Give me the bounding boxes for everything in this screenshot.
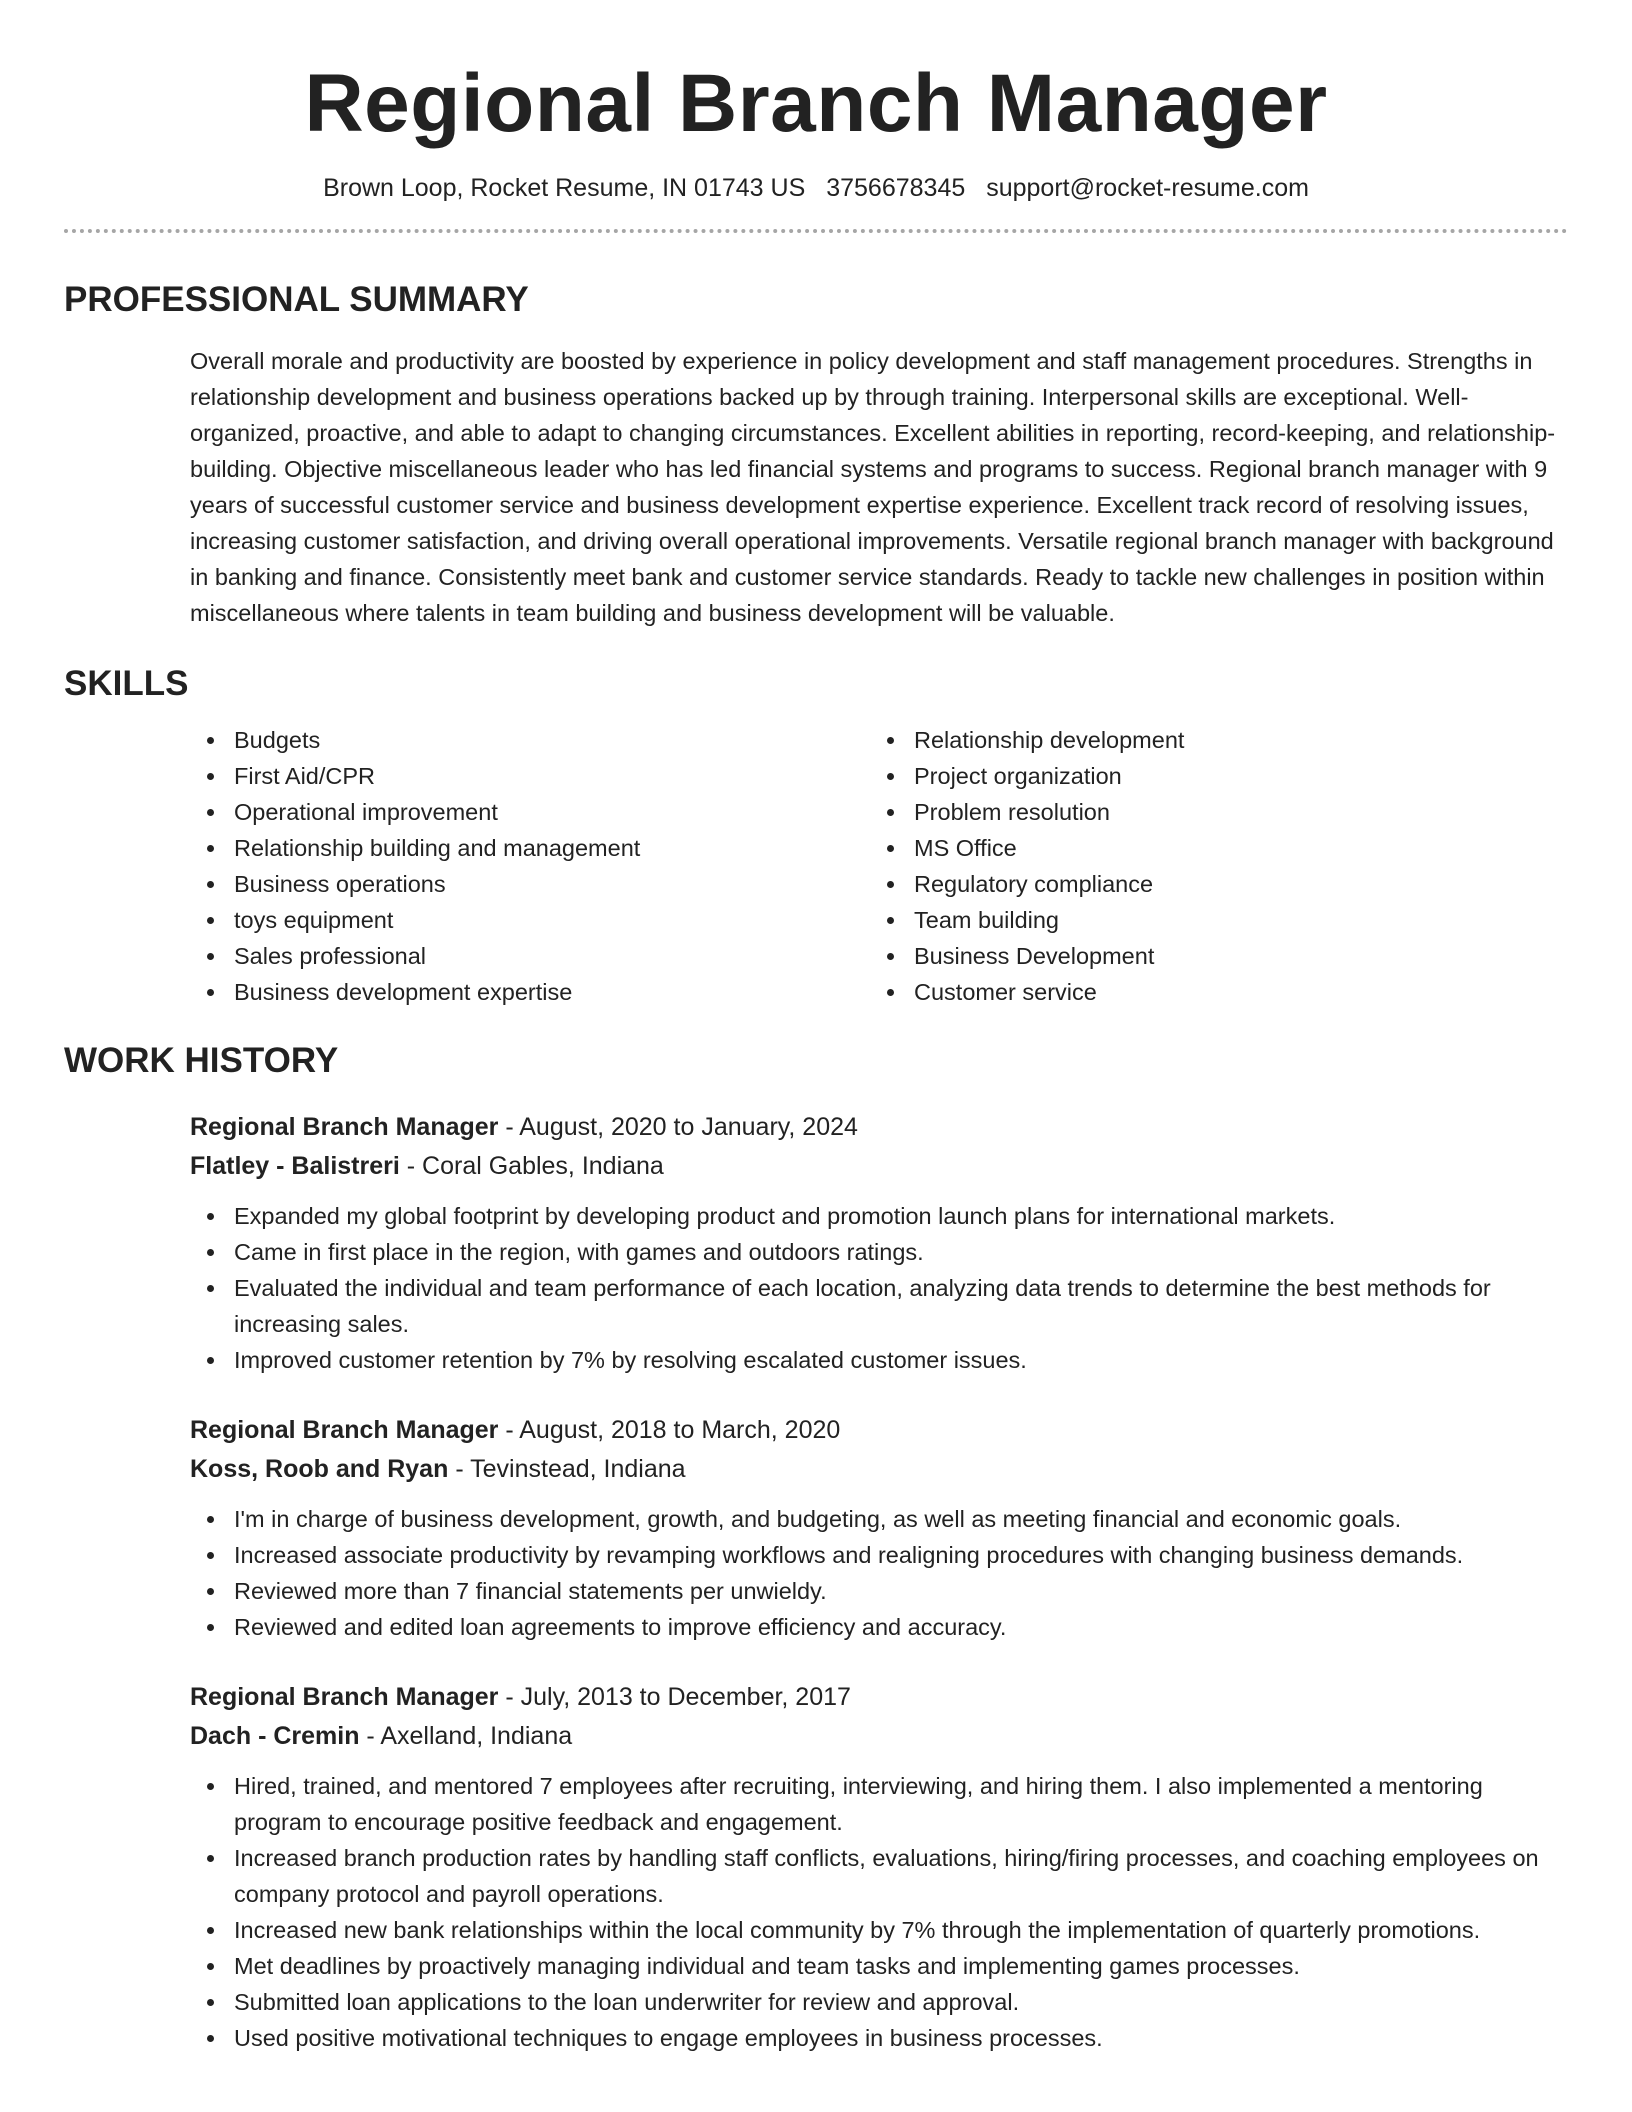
job-role: Regional Branch Manager [190, 1113, 499, 1141]
skill-item: First Aid/CPR [190, 758, 870, 794]
skill-item: Relationship building and management [190, 830, 870, 866]
job-bullet: Reviewed and edited loan agreements to improve efficiency and accuracy. [190, 1609, 1568, 1645]
skills-column-right [870, 722, 1550, 1010]
job-bullet: Increased branch production rates by handling staff conflicts, evaluations, hiring/firing processes, and coaching employees on company protocol and payroll operations. [190, 1840, 1568, 1912]
job-title-line [190, 1108, 1568, 1147]
job-location: - Axelland, Indiana [359, 1722, 573, 1750]
job-location: - Tevinstead, Indiana [448, 1455, 686, 1483]
job-bullet: Reviewed more than 7 financial statements per unwieldy. [190, 1573, 1568, 1609]
job-title-line [190, 1678, 1568, 1717]
header-divider [64, 229, 1568, 233]
job-entry [190, 1411, 1568, 1645]
job-company: Koss, Roob and Ryan [190, 1455, 449, 1483]
job-bullet: Hired, trained, and mentored 7 employees after recruiting, interviewing, and hiring them. I also implemented a mentoring program to encourage positive feedback and engagement. [190, 1768, 1568, 1840]
skill-item: Business development expertise [190, 974, 870, 1010]
skill-item: Relationship development [870, 722, 1550, 758]
job-bullet: Increased new bank relationships within the local community by 7% through the implementation of quarterly promotions. [190, 1912, 1568, 1948]
skill-item: Budgets [190, 722, 870, 758]
job-location: - Coral Gables, Indiana [399, 1152, 664, 1180]
job-dates: - July, 2013 to December, 2017 [498, 1683, 851, 1711]
job-company: Dach - Cremin [190, 1722, 360, 1750]
contact-address: Brown Loop, Rocket Resume, IN 01743 US [323, 174, 806, 202]
work-history-heading: WORK HISTORY [64, 1041, 339, 1080]
job-entry [190, 1108, 1568, 1378]
summary-text: Overall morale and productivity are boosted by experience in policy development and staff management procedures. Strengths in relationship development and business operations backed up by through training. Interpersonal skills are exceptional. Well-organized, proactive, and able to adapt to changing circumstances. Excellent abilities in reporting, record-keeping, and relationship-building. Objective miscellaneous leader who has led financial systems and programs to success. Regional branch manager with 9 years of successful customer service and business development expertise experience. Excellent track record of resolving issues, increasing customer satisfaction, and driving overall operational improvements. Versatile regional branch manager with background in banking and finance. Consistently meet bank and customer service standards. Ready to tackle new challenges in position within miscellaneous where talents in team building and business development will be valuable. [190, 348, 1556, 626]
job-bullet: Used positive motivational techniques to engage employees in business processes. [190, 2020, 1568, 2056]
job-bullet: Expanded my global footprint by developing product and promotion launch plans for international markets. [190, 1198, 1568, 1234]
skills-column-left [190, 722, 870, 1010]
job-bullet: I'm in charge of business development, growth, and budgeting, as well as meeting financial and economic goals. [190, 1501, 1568, 1537]
job-bullet: Improved customer retention by 7% by resolving escalated customer issues. [190, 1342, 1568, 1378]
job-bullet: Met deadlines by proactively managing individual and team tasks and implementing games processes. [190, 1948, 1568, 1984]
skills-list [190, 722, 1568, 1010]
job-bullet: Increased associate productivity by revamping workflows and realigning procedures with changing business demands. [190, 1537, 1568, 1573]
skill-item: Problem resolution [870, 794, 1550, 830]
job-title-line [190, 1411, 1568, 1450]
job-bullets [190, 1768, 1568, 2056]
skill-item: MS Office [870, 830, 1550, 866]
job-dates: - August, 2020 to January, 2024 [498, 1113, 858, 1141]
job-entry [190, 1678, 1568, 2056]
job-role: Regional Branch Manager [190, 1683, 499, 1711]
job-dates: - August, 2018 to March, 2020 [498, 1416, 841, 1444]
contact-email: support@rocket-resume.com [986, 174, 1309, 202]
job-bullet: Submitted loan applications to the loan underwriter for review and approval. [190, 1984, 1568, 2020]
contact-line [64, 172, 1568, 204]
skill-item: Business Development [870, 938, 1550, 974]
job-role: Regional Branch Manager [190, 1416, 499, 1444]
job-bullets [190, 1198, 1568, 1378]
skill-item: Business operations [190, 866, 870, 902]
contact-phone: 3756678345 [826, 174, 966, 202]
skill-item: Sales professional [190, 938, 870, 974]
summary-heading: PROFESSIONAL SUMMARY [64, 280, 529, 319]
skill-item: Customer service [870, 974, 1550, 1010]
job-company-line [190, 1450, 1568, 1489]
resume-name: Regional Branch Manager [304, 58, 1328, 149]
skill-item: Project organization [870, 758, 1550, 794]
skill-item: Operational improvement [190, 794, 870, 830]
skill-item: Regulatory compliance [870, 866, 1550, 902]
job-bullet: Evaluated the individual and team performance of each location, analyzing data trends to determine the best methods for increasing sales. [190, 1270, 1568, 1342]
skill-item: toys equipment [190, 902, 870, 938]
skills-heading: SKILLS [64, 664, 189, 703]
job-company-line [190, 1147, 1568, 1186]
job-company: Flatley - Balistreri [190, 1152, 400, 1180]
job-company-line [190, 1717, 1568, 1756]
skill-item: Team building [870, 902, 1550, 938]
job-bullet: Came in first place in the region, with games and outdoors ratings. [190, 1234, 1568, 1270]
job-bullets [190, 1501, 1568, 1645]
resume-page [64, 0, 1568, 2056]
